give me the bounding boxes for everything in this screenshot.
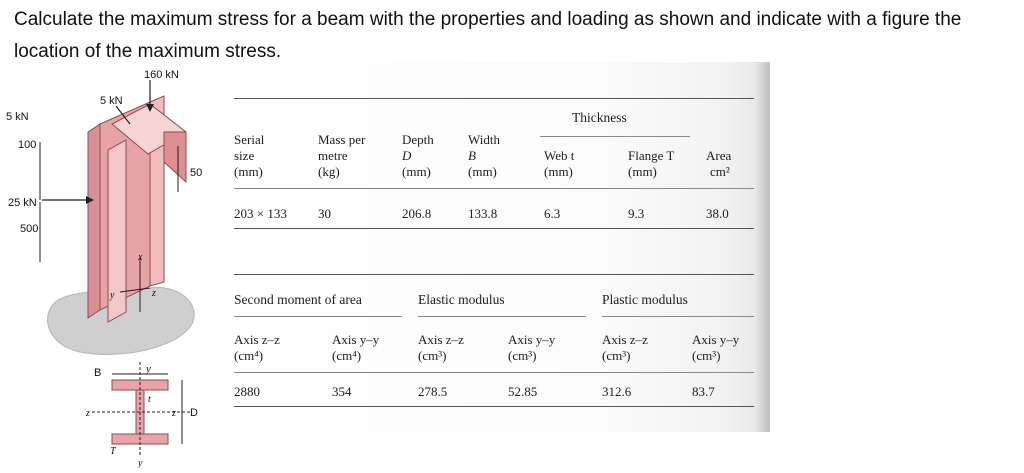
hdr-flange-unit: (mm) bbox=[628, 164, 657, 179]
hdr-width-unit: (mm) bbox=[468, 164, 497, 179]
hdr-pl-yy: Axis y–y bbox=[692, 332, 740, 347]
hdr-sm-yy: Axis y–y bbox=[332, 332, 380, 347]
thickness-group-rule bbox=[540, 136, 690, 137]
column-flange-left bbox=[88, 124, 100, 318]
label-160kn: 160 kN bbox=[144, 69, 179, 81]
row-el-zz: 278.5 bbox=[418, 384, 448, 399]
grp-second-moment: Second moment of area bbox=[234, 292, 362, 307]
hdr-el-zz: Axis z–z bbox=[418, 332, 464, 347]
table1-bottom-rule bbox=[234, 228, 754, 229]
label-100: 100 bbox=[18, 139, 37, 151]
section-properties-tables bbox=[222, 62, 770, 432]
beam-drawing bbox=[0, 62, 222, 468]
question-text: Calculate the maximum stress for a beam with the properties and loading as shown and indicate with a figure the location of the maximum stress. bbox=[14, 9, 962, 62]
second-moment-rule bbox=[234, 316, 402, 317]
row-sm-zz: 2880 bbox=[234, 384, 260, 399]
row-sm-yy: 354 bbox=[332, 384, 352, 399]
hdr-pl-zz: Axis z–z bbox=[602, 332, 648, 347]
row-pl-yy: 83.7 bbox=[692, 384, 715, 399]
row-el-yy: 52.85 bbox=[508, 384, 538, 399]
hdr-web-unit: (mm) bbox=[544, 164, 573, 179]
label-section-z-left: z bbox=[86, 408, 90, 419]
grp-elastic-modulus: Elastic modulus bbox=[418, 292, 505, 307]
label-section-B: B bbox=[94, 367, 102, 379]
label-axis-x: x bbox=[138, 252, 143, 263]
hdr-serial-size: Serial size (mm) bbox=[234, 132, 265, 179]
label-50: 50 bbox=[190, 167, 203, 179]
row-mass: 30 bbox=[318, 206, 331, 221]
hdr-sm-zz: Axis z–z bbox=[234, 332, 280, 347]
hdr-mass-per-metre: Mass per metre (kg) bbox=[318, 132, 366, 179]
hdr-area-unit: cm² bbox=[710, 164, 730, 179]
hdr-area: Area bbox=[706, 148, 732, 163]
row-area: 38.0 bbox=[706, 206, 729, 221]
hdr-sm-zz-unit: (cm⁴) bbox=[234, 348, 264, 363]
bracket bbox=[164, 132, 186, 182]
label-section-t: t bbox=[148, 394, 151, 405]
row-depth: 206.8 bbox=[402, 206, 432, 221]
row-pl-zz: 312.6 bbox=[602, 384, 632, 399]
hdr-depth: Depth bbox=[402, 132, 434, 147]
hdr-web: Web t bbox=[544, 148, 575, 163]
plastic-modulus-rule bbox=[602, 316, 754, 317]
label-section-D: D bbox=[190, 407, 198, 419]
beam-figure bbox=[0, 62, 222, 468]
thickness-group-header: Thickness bbox=[572, 110, 627, 125]
elastic-modulus-rule bbox=[418, 316, 586, 317]
hdr-pl-yy-unit: (cm³) bbox=[692, 348, 721, 363]
label-section-y-top: y bbox=[146, 363, 151, 375]
table1-header-rule bbox=[234, 188, 754, 189]
label-section-T: T bbox=[110, 446, 116, 457]
table2-header-rule bbox=[234, 372, 754, 373]
hdr-pl-zz-unit: (cm³) bbox=[602, 348, 631, 363]
row-width: 133.8 bbox=[468, 206, 498, 221]
row-serial-size: 203 × 133 bbox=[234, 206, 287, 221]
label-axis-z: z bbox=[152, 288, 156, 299]
page-edge-shadow bbox=[755, 62, 770, 432]
table1-top-rule bbox=[234, 98, 754, 99]
table2-top-rule bbox=[234, 274, 754, 275]
grp-plastic-modulus: Plastic modulus bbox=[602, 292, 688, 307]
label-axis-y: y bbox=[110, 290, 115, 301]
row-web: 6.3 bbox=[544, 206, 561, 221]
hdr-depth-unit: (mm) bbox=[402, 164, 431, 179]
label-25kn: 25 kN bbox=[8, 197, 37, 209]
label-5kn-b: 5 kN bbox=[6, 111, 29, 123]
label-5kn-a: 5 kN bbox=[100, 95, 123, 107]
hdr-depth-symbol: D bbox=[402, 148, 412, 163]
hdr-width: Width bbox=[468, 132, 500, 147]
hdr-el-zz-unit: (cm³) bbox=[418, 348, 447, 363]
label-500: 500 bbox=[20, 223, 39, 235]
i-section-cross-section bbox=[92, 362, 192, 456]
hdr-el-yy-unit: (cm³) bbox=[508, 348, 537, 363]
hdr-flange: Flange T bbox=[628, 148, 675, 163]
label-section-y-bottom: y bbox=[138, 458, 143, 468]
row-flange: 9.3 bbox=[628, 206, 645, 221]
table2-bottom-rule bbox=[234, 406, 754, 407]
hdr-el-yy: Axis y–y bbox=[508, 332, 556, 347]
hdr-sm-yy-unit: (cm⁴) bbox=[332, 348, 362, 363]
hdr-width-symbol: B bbox=[468, 148, 476, 163]
label-section-z-right: z bbox=[172, 408, 176, 419]
